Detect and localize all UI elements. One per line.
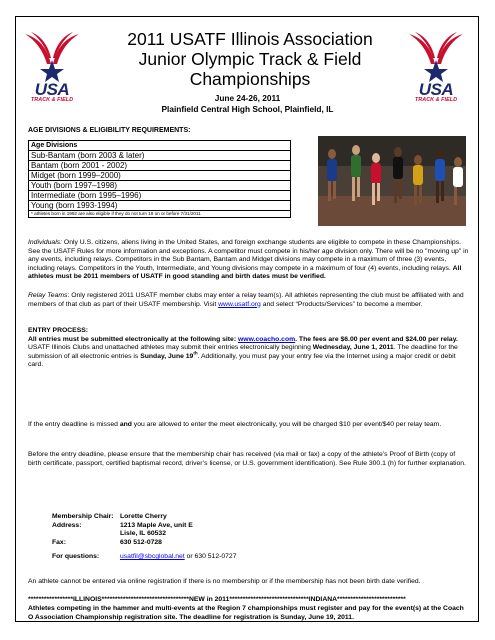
address-line-1: 1213 Maple Ave, unit E: [120, 521, 193, 529]
usatf-emblem-icon: [405, 30, 467, 82]
entry-open-date: Wednesday, June 1, 2011: [312, 344, 394, 352]
title-line-3: Championships: [189, 69, 311, 89]
relay-text-2: and select “Products/Services” to become a member.: [260, 300, 423, 308]
questions-label: For questions:: [52, 553, 100, 561]
age-divisions-table: [28, 140, 291, 218]
age-division-row: Sub-Bantam (born 2003 & later): [29, 151, 291, 161]
usatf-logo-left: [21, 30, 83, 103]
hammer-paragraph: Athletes competing in the hammer and multi-events at the Region 7 championships must register and pay for the event(s) at the Coach O Association Championship registration site. The deadline for registration is Sunday, June 19, 2011.: [28, 605, 464, 621]
late-text-2: you are allowed to enter the meet electronically, you will be charged $10 per event/$40 per relay team.: [131, 421, 442, 428]
late-and: and: [119, 421, 132, 428]
individuals-bold-text: All athletes must be 2011 members of USATF in good standing and birth dates must be verified.: [28, 264, 462, 281]
relay-paragraph: [28, 292, 470, 309]
entry-text-2: . The deadline for the submission of all electronic entries is: [28, 344, 458, 360]
email-link[interactable]: usatfil@sbcglobal.net: [120, 553, 185, 561]
logo-usa-text: USA: [418, 80, 454, 99]
individuals-paragraph: [28, 239, 470, 282]
entry-bold-1: All entries must be submitted electronically at the following site:: [28, 335, 238, 343]
late-entry-paragraph: [28, 421, 470, 430]
late-text-1: If the entry deadline is missed: [28, 421, 120, 428]
no-membership-paragraph: An athlete cannot be entered via online registration if there is no membership or if the membership has not been birth date verified.: [28, 578, 421, 585]
age-division-row: Young (born 1993-1994): [29, 201, 291, 211]
entry-paragraph: [28, 327, 470, 370]
age-division-row: Bantam (born 2001 - 2002): [29, 161, 291, 171]
entry-deadline-date: Sunday, June 19: [140, 352, 194, 360]
membership-contact: [52, 513, 237, 562]
fax-number: 630 512-0728: [120, 538, 162, 546]
individuals-text: Only U.S. citizens, aliens living in the United States, and foreign exchange students are eligible to compete in these Championships. See the USATF Rules for more information and exceptions. A competitor must compete in his/her age division only. There will be no "moving up" in any events, including relays. Competitors in the Sub Bantam, Bantam and Midget divisions may compete in a maximum of three (3) events, including relays. Competitors in the Youth, Intermediate, and Young divisions may compete in a maximum of four (4) events, including relays.: [28, 239, 469, 272]
coacho-link[interactable]: www.coacho.com: [238, 335, 296, 343]
age-division-row: Intermediate (born 1995–1996): [29, 191, 291, 201]
logo-usa-text: USA: [34, 80, 70, 99]
illinois-indiana-banner: *****************ILLINOIS*********************************NEW in 2011******************************INDIANA**************************: [28, 596, 406, 603]
usatf-link[interactable]: www.usatf.org: [218, 300, 261, 308]
runners-image-icon: [318, 136, 466, 226]
entry-text-1: USATF Illinois Clubs and unattached athletes may submit their entries electronically beginning: [28, 344, 313, 352]
age-division-row: Midget (born 1999–2000): [29, 171, 291, 181]
proof-of-birth-paragraph: Before the entry deadline, please ensure that the membership chair has received (via mail or fax) a copy of the athlete’s Proof of Birth (copy of birth certificate, passport, certified baptismal record, driver’s license, or U.S. government identification). See Rule 300.1 (h) for further explanation.: [28, 451, 466, 467]
runners-photo: [318, 136, 466, 226]
event-date-venue: [110, 93, 385, 115]
entry-bold-2: . The fees are $6.00 per event and $24.00 per relay.: [295, 335, 458, 343]
individuals-label: Individuals:: [28, 239, 63, 246]
chair-label: Membership Chair:: [52, 513, 114, 520]
event-dates: June 24-26, 2011: [214, 93, 281, 103]
age-table-header: Age Divisions: [29, 141, 291, 151]
eligibility-heading: AGE DIVISIONS & ELIGIBILITY REQUIREMENTS:: [28, 127, 191, 134]
logo-track-field-text: TRACK & FIELD: [30, 97, 74, 103]
logo-track-field-text: TRACK & FIELD: [414, 97, 458, 103]
page-title: [110, 29, 390, 89]
age-division-row: Youth (born 1997–1998): [29, 181, 291, 191]
fax-label: Fax:: [52, 538, 66, 546]
entry-heading: ENTRY PROCESS:: [28, 327, 89, 334]
usatf-logo-right: [405, 30, 467, 103]
entry-text-3: . Additionally, you must pay your entry fee via the Internet using a major credit or debit card.: [28, 352, 456, 369]
chair-name: Lorette Cherry: [120, 513, 167, 520]
age-table-note: * athletes born in 1992 are also eligible if they do not turn 19 on or before 7/31/2011: [29, 211, 291, 218]
entry-deadline-sup: th: [193, 350, 198, 356]
usatf-emblem-icon: [21, 30, 83, 82]
relay-label: Relay Teams: [28, 292, 68, 299]
relay-text: : Only registered 2011 USATF member clubs may enter a relay team(s). All athletes representing the club must be affiliated with and members of that club as part of their USATF membership. Visit: [28, 292, 464, 308]
address-line-2: Lisle, IL 60532: [120, 530, 166, 538]
questions-phone: or 630 512-0727: [184, 553, 237, 561]
address-label: Address:: [52, 521, 82, 529]
title-line-2: Junior Olympic Track & Field: [138, 49, 362, 69]
title-line-1: 2011 USATF Illinois Association: [127, 29, 373, 49]
event-venue: Plainfield Central High School, Plainfield, IL: [161, 104, 334, 114]
